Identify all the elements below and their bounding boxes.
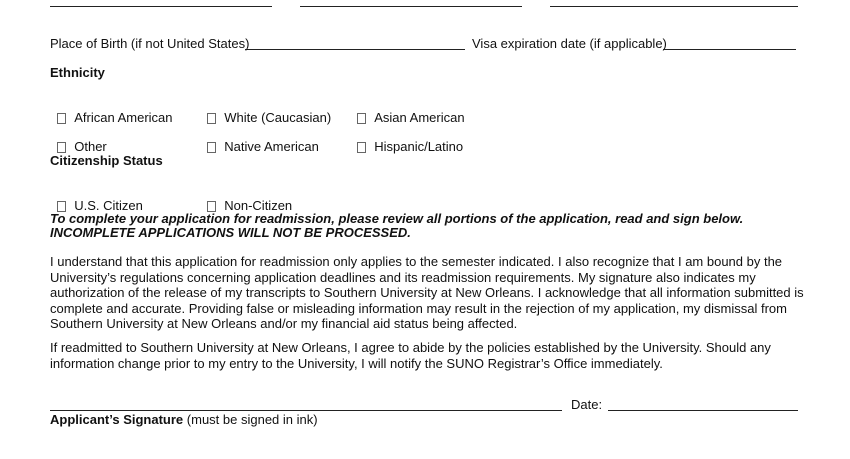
checkbox-icon[interactable] xyxy=(57,113,66,124)
visa-expiration-label: Visa expiration date (if applicable) xyxy=(472,36,667,51)
option-label: Hispanic/Latino xyxy=(374,139,464,154)
ethnicity-option-native-american[interactable] xyxy=(200,124,319,154)
ethnicity-option-asian-american[interactable] xyxy=(350,95,465,125)
visa-expiration-field[interactable] xyxy=(663,49,796,50)
readmission-paragraph: If readmitted to Southern University at New Orleans, I agree to abide by the policies established by the University. Should any information change prior to my entry to the University, I will notify the SUNO Registrar’s Office immediately. xyxy=(50,340,771,371)
top-blank-3[interactable] xyxy=(550,6,798,7)
checkbox-icon[interactable] xyxy=(207,113,216,124)
option-label: Other xyxy=(74,139,107,154)
checkbox-icon[interactable] xyxy=(57,142,66,153)
citizenship-heading: Citizenship Status xyxy=(50,153,163,168)
option-label: White (Caucasian) xyxy=(224,110,332,125)
option-label: Non-Citizen xyxy=(224,198,293,213)
ethnicity-option-african-american[interactable] xyxy=(50,95,173,125)
place-of-birth-label: Place of Birth (if not United States) xyxy=(50,36,250,51)
checkbox-icon[interactable] xyxy=(207,142,216,153)
checkbox-icon[interactable] xyxy=(357,142,366,153)
citizenship-option-us-citizen[interactable] xyxy=(50,183,143,213)
signature-label-note: (must be signed in ink) xyxy=(186,412,318,427)
top-blank-1[interactable] xyxy=(50,6,272,7)
signature-field[interactable] xyxy=(50,410,562,411)
option-label: Asian American xyxy=(374,110,465,125)
signature-label xyxy=(50,412,318,427)
option-label: African American xyxy=(74,110,173,125)
citizenship-option-non-citizen[interactable] xyxy=(200,183,292,213)
option-label: Native American xyxy=(224,139,319,154)
date-label: Date: xyxy=(571,397,603,412)
signature-label-bold: Applicant’s Signature xyxy=(50,412,184,427)
checkbox-icon[interactable] xyxy=(357,113,366,124)
ethnicity-heading: Ethnicity xyxy=(50,65,105,80)
place-of-birth-field[interactable] xyxy=(245,49,465,50)
incomplete-warning: INCOMPLETE APPLICATIONS WILL NOT BE PROCESSED. xyxy=(50,225,411,240)
agreement-paragraph: I understand that this application for readmission only applies to the semester indicated. I also recognize that I am bound by the University’s regulations concerning application deadlines and its readmission requirements. My signature also indicates my authorization of the release of my transcripts to Southern University at New Orleans. I acknowledge that all information submitted is complete and accurate. Providing false or misleading information may result in the rejection of my application, my dismissal from Southern University at New Orleans and/or my financial aid status being affected. xyxy=(50,254,804,331)
ethnicity-option-other[interactable] xyxy=(50,124,107,154)
instructions-line: To complete your application for readmission, please review all portions of the application, read and sign below. xyxy=(50,211,744,226)
ethnicity-option-hispanic-latino[interactable] xyxy=(350,124,463,154)
top-blank-2[interactable] xyxy=(300,6,522,7)
ethnicity-option-white[interactable] xyxy=(200,95,331,125)
date-field[interactable] xyxy=(608,410,798,411)
option-label: U.S. Citizen xyxy=(74,198,143,213)
